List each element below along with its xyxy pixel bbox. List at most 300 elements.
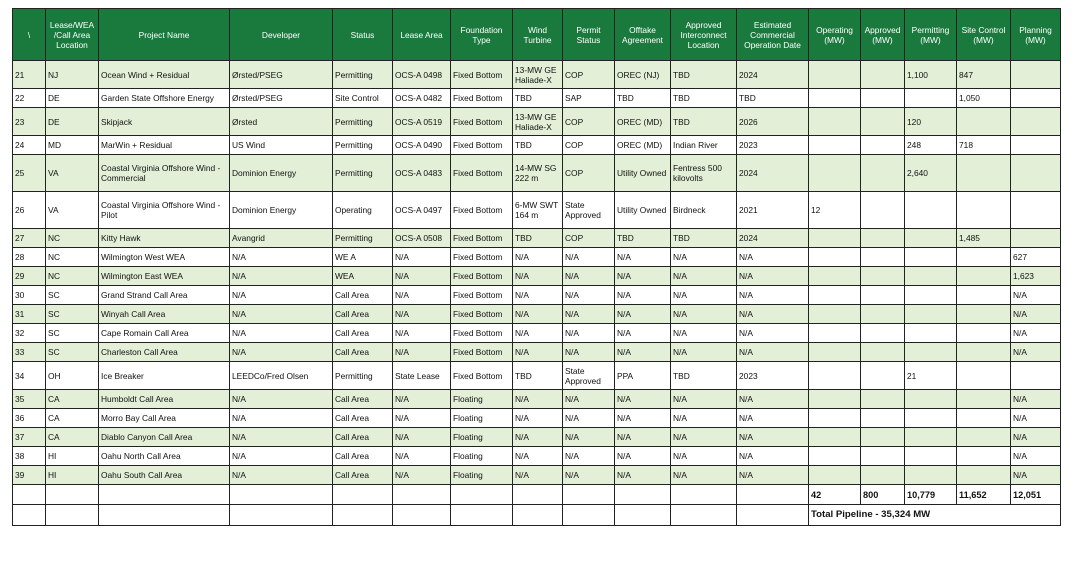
- cell-permitting-mw: [905, 447, 957, 466]
- cell-commercial-operation-date: 2024: [737, 229, 809, 248]
- cell-planning-mw: N/A: [1011, 324, 1061, 343]
- pipeline-blank-cell: [46, 505, 99, 526]
- cell-planning-mw: [1011, 108, 1061, 136]
- cell-interconnect-location: Birdneck: [671, 192, 737, 229]
- cell-approved-mw: [861, 89, 905, 108]
- cell-interconnect-location: TBD: [671, 89, 737, 108]
- header-permitting-mw: Permitting (MW): [905, 9, 957, 61]
- cell-permit-status: N/A: [563, 305, 615, 324]
- cell-interconnect-location: N/A: [671, 267, 737, 286]
- cell-offtake-agreement: PPA: [615, 362, 671, 390]
- cell-operating-mw: [809, 428, 861, 447]
- cell-approved-mw: [861, 428, 905, 447]
- cell-interconnect-location: N/A: [671, 390, 737, 409]
- header-offtake-agreement: Offtake Agreement: [615, 9, 671, 61]
- cell-planning-mw: 1,623: [1011, 267, 1061, 286]
- header-lease-area: Lease Area: [393, 9, 451, 61]
- cell-foundation-type: Fixed Bottom: [451, 229, 513, 248]
- table-row: [13, 390, 1061, 409]
- cell-wind-turbine: 13-MW GE Haliade-X: [513, 61, 563, 89]
- cell-permit-status: N/A: [563, 447, 615, 466]
- cell-status: Permitting: [333, 155, 393, 192]
- cell-interconnect-location: N/A: [671, 305, 737, 324]
- cell-offtake-agreement: N/A: [615, 267, 671, 286]
- cell-planning-mw: N/A: [1011, 390, 1061, 409]
- cell-approved-mw: [861, 305, 905, 324]
- header-row: [13, 9, 1061, 61]
- cell-location: SC: [46, 286, 99, 305]
- cell-operating-mw: [809, 61, 861, 89]
- cell-lease-area: OCS-A 0482: [393, 89, 451, 108]
- cell-interconnect-location: N/A: [671, 248, 737, 267]
- cell-site-control-mw: 718: [957, 136, 1011, 155]
- table-row: [13, 229, 1061, 248]
- cell-foundation-type: Fixed Bottom: [451, 248, 513, 267]
- cell-site-control-mw: [957, 324, 1011, 343]
- cell-wind-turbine: TBD: [513, 136, 563, 155]
- cell-foundation-type: Fixed Bottom: [451, 324, 513, 343]
- totals-row: [13, 485, 1061, 505]
- cell-permitting-mw: [905, 229, 957, 248]
- cell-operating-mw: [809, 409, 861, 428]
- cell-permitting-mw: [905, 428, 957, 447]
- cell-site-control-mw: [957, 108, 1011, 136]
- total-operating-mw: 42: [809, 485, 861, 505]
- totals-blank-cell: [671, 485, 737, 505]
- cell-project-name: Wilmington West WEA: [99, 248, 230, 267]
- cell-permit-status: COP: [563, 61, 615, 89]
- cell-approved-mw: [861, 466, 905, 485]
- cell-operating-mw: [809, 390, 861, 409]
- pipeline-blank-cell: [615, 505, 671, 526]
- cell-planning-mw: N/A: [1011, 428, 1061, 447]
- cell-developer: N/A: [230, 409, 333, 428]
- cell-developer: N/A: [230, 428, 333, 447]
- cell-commercial-operation-date: 2021: [737, 192, 809, 229]
- cell-approved-mw: [861, 267, 905, 286]
- cell-commercial-operation-date: N/A: [737, 390, 809, 409]
- cell-permit-status: N/A: [563, 466, 615, 485]
- cell-lease-area: N/A: [393, 305, 451, 324]
- cell-site-control-mw: [957, 428, 1011, 447]
- cell-location: SC: [46, 343, 99, 362]
- cell-lease-area: N/A: [393, 447, 451, 466]
- cell-permit-status: N/A: [563, 267, 615, 286]
- cell-project-name: Garden State Offshore Energy: [99, 89, 230, 108]
- totals-blank-cell: [451, 485, 513, 505]
- cell-developer: N/A: [230, 324, 333, 343]
- cell-site-control-mw: [957, 447, 1011, 466]
- cell-permitting-mw: [905, 286, 957, 305]
- cell-project-name: Humboldt Call Area: [99, 390, 230, 409]
- table-row: [13, 466, 1061, 485]
- header-operating-mw: Operating (MW): [809, 9, 861, 61]
- cell-interconnect-location: N/A: [671, 409, 737, 428]
- cell-planning-mw: 627: [1011, 248, 1061, 267]
- cell-interconnect-location: N/A: [671, 466, 737, 485]
- table-row: [13, 305, 1061, 324]
- pipeline-blank-cell: [563, 505, 615, 526]
- cell-project-name: Ocean Wind + Residual: [99, 61, 230, 89]
- cell-row-index: 26: [13, 192, 46, 229]
- cell-permitting-mw: [905, 409, 957, 428]
- cell-location: HI: [46, 447, 99, 466]
- cell-lease-area: N/A: [393, 267, 451, 286]
- cell-developer: Ørsted: [230, 108, 333, 136]
- cell-offtake-agreement: OREC (MD): [615, 108, 671, 136]
- cell-interconnect-location: N/A: [671, 428, 737, 447]
- cell-location: CA: [46, 390, 99, 409]
- cell-foundation-type: Fixed Bottom: [451, 61, 513, 89]
- cell-wind-turbine: N/A: [513, 466, 563, 485]
- cell-planning-mw: N/A: [1011, 447, 1061, 466]
- cell-status: Call Area: [333, 409, 393, 428]
- cell-offtake-agreement: OREC (NJ): [615, 61, 671, 89]
- table-row: [13, 428, 1061, 447]
- pipeline-blank-cell: [737, 505, 809, 526]
- cell-approved-mw: [861, 447, 905, 466]
- cell-permitting-mw: [905, 343, 957, 362]
- cell-planning-mw: [1011, 136, 1061, 155]
- cell-permit-status: COP: [563, 136, 615, 155]
- cell-row-index: 22: [13, 89, 46, 108]
- total-planning-mw: 12,051: [1011, 485, 1061, 505]
- cell-row-index: 31: [13, 305, 46, 324]
- cell-operating-mw: [809, 136, 861, 155]
- cell-status: Permitting: [333, 136, 393, 155]
- cell-offtake-agreement: Utility Owned: [615, 155, 671, 192]
- cell-commercial-operation-date: 2023: [737, 362, 809, 390]
- cell-permitting-mw: [905, 305, 957, 324]
- cell-row-index: 32: [13, 324, 46, 343]
- cell-project-name: Kitty Hawk: [99, 229, 230, 248]
- totals-blank-cell: [230, 485, 333, 505]
- cell-lease-area: OCS-A 0519: [393, 108, 451, 136]
- cell-planning-mw: N/A: [1011, 343, 1061, 362]
- cell-approved-mw: [861, 229, 905, 248]
- cell-row-index: 29: [13, 267, 46, 286]
- cell-status: Site Control: [333, 89, 393, 108]
- pipeline-blank-cell: [333, 505, 393, 526]
- cell-lease-area: N/A: [393, 466, 451, 485]
- cell-project-name: Grand Strand Call Area: [99, 286, 230, 305]
- table-row: [13, 267, 1061, 286]
- cell-developer: US Wind: [230, 136, 333, 155]
- cell-commercial-operation-date: TBD: [737, 89, 809, 108]
- cell-permitting-mw: 120: [905, 108, 957, 136]
- cell-permit-status: N/A: [563, 409, 615, 428]
- totals-blank-cell: [333, 485, 393, 505]
- pipeline-blank-cell: [99, 505, 230, 526]
- cell-developer: N/A: [230, 286, 333, 305]
- cell-approved-mw: [861, 324, 905, 343]
- cell-foundation-type: Floating: [451, 390, 513, 409]
- table-row: [13, 447, 1061, 466]
- cell-site-control-mw: 847: [957, 61, 1011, 89]
- cell-status: Permitting: [333, 108, 393, 136]
- cell-commercial-operation-date: N/A: [737, 267, 809, 286]
- cell-permit-status: State Approved: [563, 192, 615, 229]
- table-row: [13, 409, 1061, 428]
- cell-developer: N/A: [230, 343, 333, 362]
- cell-developer: Ørsted/PSEG: [230, 89, 333, 108]
- cell-wind-turbine: N/A: [513, 343, 563, 362]
- header-wind-turbine: Wind Turbine: [513, 9, 563, 61]
- cell-row-index: 21: [13, 61, 46, 89]
- cell-status: Call Area: [333, 466, 393, 485]
- cell-permit-status: COP: [563, 155, 615, 192]
- cell-site-control-mw: [957, 267, 1011, 286]
- header-approved-mw: Approved (MW): [861, 9, 905, 61]
- totals-blank-cell: [99, 485, 230, 505]
- total-permitting-mw: 10,779: [905, 485, 957, 505]
- cell-location: VA: [46, 192, 99, 229]
- cell-wind-turbine: N/A: [513, 267, 563, 286]
- cell-status: WE A: [333, 248, 393, 267]
- cell-lease-area: N/A: [393, 324, 451, 343]
- cell-permitting-mw: 21: [905, 362, 957, 390]
- cell-interconnect-location: N/A: [671, 447, 737, 466]
- totals-blank-cell: [615, 485, 671, 505]
- cell-lease-area: N/A: [393, 343, 451, 362]
- totals-blank-cell: [737, 485, 809, 505]
- cell-location: OH: [46, 362, 99, 390]
- cell-project-name: Coastal Virginia Offshore Wind - Commercial: [99, 155, 230, 192]
- total-site-control-mw: 11,652: [957, 485, 1011, 505]
- cell-foundation-type: Floating: [451, 466, 513, 485]
- cell-row-index: 33: [13, 343, 46, 362]
- cell-lease-area: N/A: [393, 409, 451, 428]
- cell-permit-status: N/A: [563, 428, 615, 447]
- cell-operating-mw: [809, 248, 861, 267]
- cell-site-control-mw: [957, 409, 1011, 428]
- cell-operating-mw: [809, 362, 861, 390]
- cell-permitting-mw: [905, 390, 957, 409]
- pipeline-blank-cell: [13, 505, 46, 526]
- cell-row-index: 36: [13, 409, 46, 428]
- totals-blank-cell: [46, 485, 99, 505]
- cell-foundation-type: Fixed Bottom: [451, 267, 513, 286]
- cell-wind-turbine: 14-MW SG 222 m: [513, 155, 563, 192]
- cell-wind-turbine: N/A: [513, 248, 563, 267]
- cell-approved-mw: [861, 286, 905, 305]
- cell-row-index: 25: [13, 155, 46, 192]
- cell-foundation-type: Fixed Bottom: [451, 108, 513, 136]
- cell-project-name: Cape Romain Call Area: [99, 324, 230, 343]
- cell-commercial-operation-date: N/A: [737, 286, 809, 305]
- pipeline-blank-cell: [393, 505, 451, 526]
- cell-commercial-operation-date: 2024: [737, 155, 809, 192]
- cell-status: WEA: [333, 267, 393, 286]
- pipeline-blank-cell: [230, 505, 333, 526]
- header-row-index: \: [13, 9, 46, 61]
- cell-permit-status: N/A: [563, 324, 615, 343]
- totals-blank-cell: [563, 485, 615, 505]
- cell-offtake-agreement: N/A: [615, 466, 671, 485]
- cell-offtake-agreement: N/A: [615, 447, 671, 466]
- cell-location: MD: [46, 136, 99, 155]
- cell-foundation-type: Fixed Bottom: [451, 362, 513, 390]
- cell-operating-mw: [809, 286, 861, 305]
- table-row: [13, 61, 1061, 89]
- cell-approved-mw: [861, 390, 905, 409]
- cell-site-control-mw: [957, 192, 1011, 229]
- cell-wind-turbine: TBD: [513, 229, 563, 248]
- cell-wind-turbine: TBD: [513, 89, 563, 108]
- cell-approved-mw: [861, 192, 905, 229]
- header-location: Lease/WEA /Call Area Location: [46, 9, 99, 61]
- header-site-control-mw: Site Control (MW): [957, 9, 1011, 61]
- cell-wind-turbine: N/A: [513, 286, 563, 305]
- cell-project-name: Diablo Canyon Call Area: [99, 428, 230, 447]
- cell-offtake-agreement: N/A: [615, 428, 671, 447]
- cell-approved-mw: [861, 108, 905, 136]
- cell-row-index: 35: [13, 390, 46, 409]
- cell-foundation-type: Fixed Bottom: [451, 343, 513, 362]
- pipeline-table-container: [12, 8, 1061, 526]
- cell-offtake-agreement: OREC (MD): [615, 136, 671, 155]
- table-row: [13, 155, 1061, 192]
- cell-interconnect-location: TBD: [671, 61, 737, 89]
- cell-commercial-operation-date: N/A: [737, 428, 809, 447]
- cell-commercial-operation-date: N/A: [737, 343, 809, 362]
- cell-permitting-mw: 2,640: [905, 155, 957, 192]
- cell-commercial-operation-date: N/A: [737, 324, 809, 343]
- cell-operating-mw: [809, 89, 861, 108]
- cell-offtake-agreement: Utility Owned: [615, 192, 671, 229]
- cell-location: VA: [46, 155, 99, 192]
- table-row: [13, 324, 1061, 343]
- cell-location: NC: [46, 267, 99, 286]
- cell-offtake-agreement: N/A: [615, 286, 671, 305]
- cell-operating-mw: [809, 108, 861, 136]
- cell-commercial-operation-date: N/A: [737, 447, 809, 466]
- cell-project-name: Skipjack: [99, 108, 230, 136]
- cell-project-name: MarWin + Residual: [99, 136, 230, 155]
- cell-foundation-type: Fixed Bottom: [451, 89, 513, 108]
- cell-planning-mw: [1011, 362, 1061, 390]
- cell-foundation-type: Fixed Bottom: [451, 192, 513, 229]
- cell-offtake-agreement: N/A: [615, 343, 671, 362]
- cell-lease-area: OCS-A 0490: [393, 136, 451, 155]
- cell-project-name: Charleston Call Area: [99, 343, 230, 362]
- cell-row-index: 39: [13, 466, 46, 485]
- cell-operating-mw: [809, 155, 861, 192]
- cell-developer: Dominion Energy: [230, 192, 333, 229]
- cell-location: NC: [46, 248, 99, 267]
- cell-site-control-mw: [957, 466, 1011, 485]
- cell-status: Permitting: [333, 362, 393, 390]
- total-approved-mw: 800: [861, 485, 905, 505]
- header-project-name: Project Name: [99, 9, 230, 61]
- cell-planning-mw: [1011, 89, 1061, 108]
- cell-lease-area: OCS-A 0498: [393, 61, 451, 89]
- cell-planning-mw: [1011, 229, 1061, 248]
- cell-permit-status: N/A: [563, 248, 615, 267]
- cell-lease-area: N/A: [393, 390, 451, 409]
- cell-lease-area: State Lease: [393, 362, 451, 390]
- cell-developer: Dominion Energy: [230, 155, 333, 192]
- cell-status: Operating: [333, 192, 393, 229]
- cell-planning-mw: N/A: [1011, 305, 1061, 324]
- header-interconnect-location: Approved Interconnect Location: [671, 9, 737, 61]
- cell-permitting-mw: [905, 192, 957, 229]
- cell-row-index: 28: [13, 248, 46, 267]
- cell-developer: LEEDCo/Fred Olsen: [230, 362, 333, 390]
- cell-row-index: 27: [13, 229, 46, 248]
- cell-interconnect-location: TBD: [671, 362, 737, 390]
- cell-location: DE: [46, 108, 99, 136]
- cell-approved-mw: [861, 155, 905, 192]
- cell-location: SC: [46, 305, 99, 324]
- cell-operating-mw: [809, 447, 861, 466]
- cell-permit-status: COP: [563, 108, 615, 136]
- cell-permit-status: SAP: [563, 89, 615, 108]
- totals-blank-cell: [393, 485, 451, 505]
- cell-operating-mw: [809, 229, 861, 248]
- cell-developer: N/A: [230, 305, 333, 324]
- cell-site-control-mw: 1,050: [957, 89, 1011, 108]
- cell-developer: N/A: [230, 447, 333, 466]
- cell-lease-area: N/A: [393, 286, 451, 305]
- cell-planning-mw: N/A: [1011, 286, 1061, 305]
- cell-interconnect-location: N/A: [671, 343, 737, 362]
- pipeline-blank-cell: [671, 505, 737, 526]
- cell-planning-mw: [1011, 61, 1061, 89]
- pipeline-blank-cell: [451, 505, 513, 526]
- cell-foundation-type: Fixed Bottom: [451, 286, 513, 305]
- cell-lease-area: N/A: [393, 428, 451, 447]
- cell-permitting-mw: [905, 466, 957, 485]
- cell-project-name: Oahu South Call Area: [99, 466, 230, 485]
- cell-planning-mw: [1011, 192, 1061, 229]
- offshore-wind-pipeline-table: [12, 8, 1061, 526]
- table-row: [13, 108, 1061, 136]
- cell-interconnect-location: TBD: [671, 108, 737, 136]
- cell-wind-turbine: N/A: [513, 447, 563, 466]
- cell-site-control-mw: [957, 343, 1011, 362]
- cell-wind-turbine: N/A: [513, 409, 563, 428]
- cell-project-name: Wilmington East WEA: [99, 267, 230, 286]
- header-commercial-operation-date: Estimated Commercial Operation Date: [737, 9, 809, 61]
- cell-foundation-type: Fixed Bottom: [451, 136, 513, 155]
- cell-commercial-operation-date: N/A: [737, 409, 809, 428]
- cell-foundation-type: Floating: [451, 409, 513, 428]
- cell-location: NC: [46, 229, 99, 248]
- cell-commercial-operation-date: N/A: [737, 466, 809, 485]
- cell-status: Permitting: [333, 229, 393, 248]
- cell-developer: Ørsted/PSEG: [230, 61, 333, 89]
- cell-foundation-type: Floating: [451, 428, 513, 447]
- cell-offtake-agreement: N/A: [615, 324, 671, 343]
- cell-location: CA: [46, 428, 99, 447]
- cell-commercial-operation-date: N/A: [737, 305, 809, 324]
- cell-project-name: Coastal Virginia Offshore Wind - Pilot: [99, 192, 230, 229]
- total-pipeline-label: Total Pipeline - 35,324 MW: [809, 505, 1061, 526]
- pipeline-blank-cell: [513, 505, 563, 526]
- table-row: [13, 136, 1061, 155]
- cell-project-name: Winyah Call Area: [99, 305, 230, 324]
- cell-row-index: 38: [13, 447, 46, 466]
- cell-site-control-mw: [957, 390, 1011, 409]
- cell-operating-mw: [809, 305, 861, 324]
- cell-offtake-agreement: N/A: [615, 305, 671, 324]
- cell-wind-turbine: N/A: [513, 324, 563, 343]
- cell-wind-turbine: TBD: [513, 362, 563, 390]
- cell-site-control-mw: [957, 286, 1011, 305]
- cell-permitting-mw: [905, 267, 957, 286]
- cell-developer: N/A: [230, 466, 333, 485]
